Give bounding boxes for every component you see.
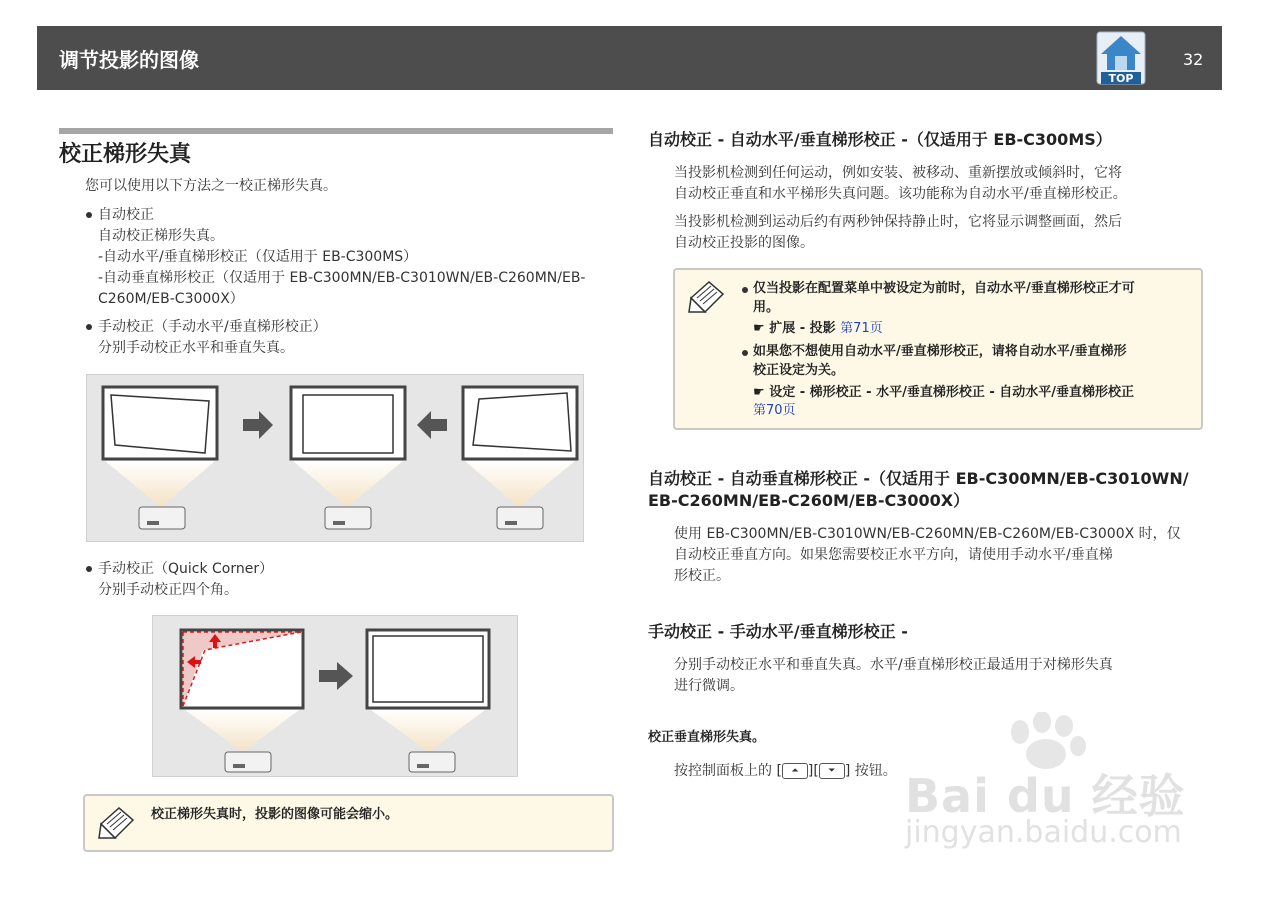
pointing-hand-icon: ☛ — [753, 385, 770, 400]
watermark-url: jingyan.baidu.com — [905, 815, 1182, 850]
s2-title-b: EB-C260MN/EB-C260M/EB-C3000X） — [648, 491, 970, 510]
watermark-brand: Bai du 经验 — [905, 769, 1186, 823]
page-header — [37, 26, 1222, 90]
top-home-icon — [1095, 30, 1147, 86]
s1-p2b: 自动校正投影的图像。 — [674, 235, 814, 251]
bullet2-title: 手动校正（手动水平/垂直梯形校正） — [98, 319, 327, 335]
note-b2a: 如果您不想使用自动水平/垂直梯形校正，请将自动水平/垂直梯形 — [753, 344, 1127, 359]
top-label: TOP — [1108, 72, 1134, 85]
note-ref1: ☛ 扩展 - 投影 第71页 — [753, 321, 883, 336]
note-b1a: 仅当投影在配置菜单中被设定为前时，自动水平/垂直梯形校正才可 — [753, 281, 1135, 296]
note-left-text: 校正梯形失真时，投影的图像可能会缩小。 — [151, 807, 399, 822]
note-box-left — [83, 794, 614, 852]
quick-corner-figure — [152, 615, 518, 777]
s3-p1b: 进行微调。 — [674, 678, 744, 694]
bullet1-line2: -自动水平/垂直梯形校正（仅适用于 EB-C300MS） — [98, 249, 418, 265]
s1-title: 自动校正 - 自动水平/垂直梯形校正 -（仅适用于 EB-C300MS） — [648, 130, 1112, 149]
bullet-dot — [86, 324, 92, 330]
bullet-dot — [86, 212, 92, 218]
bullet3-title: 手动校正（Quick Corner） — [98, 561, 274, 577]
section-rule — [59, 128, 613, 134]
ref1-link[interactable]: 第71页 — [840, 321, 883, 336]
s3-p1a: 分别手动校正水平和垂直失真。水平/垂直梯形校正最适用于对梯形失真 — [674, 657, 1113, 673]
quick-corner-illustration — [153, 616, 519, 778]
bullet-dot — [742, 350, 748, 356]
s4-title: 校正垂直梯形失真。 — [648, 730, 766, 745]
note-b1b: 用。 — [753, 300, 780, 315]
ref2-link[interactable]: 第70页 — [753, 403, 796, 418]
s3-title: 手动校正 - 手动水平/垂直梯形校正 - — [648, 622, 908, 641]
page-number: 32 — [1183, 50, 1204, 69]
note-box-right — [673, 268, 1203, 430]
s1-p1a: 当投影机检测到任何运动，例如安装、被移动、重新摆放或倾斜时，它将 — [674, 165, 1122, 181]
pointing-hand-icon: ☛ — [753, 321, 770, 336]
chapter-title: 调节投影的图像 — [59, 48, 199, 72]
note-ref2: ☛ 设定 - 梯形校正 - 水平/垂直梯形校正 - 自动水平/垂直梯形校正 — [753, 385, 1135, 400]
s2-p1b: 自动校正垂直方向。如果您需要校正水平方向，请使用手动水平/垂直梯 — [674, 547, 1113, 563]
s4-p1: 按控制面板上的 [ ⏶ ][ ⏷ ] 按钮。 — [674, 763, 897, 779]
keystone-figure — [86, 374, 584, 542]
intro-text: 您可以使用以下方法之一校正梯形失真。 — [85, 178, 337, 194]
bullet1-line3: -自动垂直梯形校正（仅适用于 EB-C300MN/EB-C3010WN/EB-C260MN/EB- — [98, 270, 586, 286]
bullet-dot — [742, 287, 748, 293]
bullet1-title: 自动校正 — [98, 207, 154, 223]
s2-p1a: 使用 EB-C300MN/EB-C3010WN/EB-C260MN/EB-C260M/EB-C3000X 时，仅 — [674, 526, 1181, 542]
s1-p2a: 当投影机检测到运动后约有两秒钟保持静止时，它将显示调整画面，然后 — [674, 214, 1122, 230]
keystone-illustration — [87, 375, 585, 543]
bullet3-line1: 分别手动校正四个角。 — [98, 582, 238, 598]
s1-p1b: 自动校正垂直和水平梯形失真问题。该功能称为自动水平/垂直梯形校正。 — [674, 186, 1127, 202]
s2-title-a: 自动校正 - 自动垂直梯形校正 -（仅适用于 EB-C300MN/EB-C3010WN/ — [648, 469, 1189, 488]
keystone-down-key-icon: ⏷ — [819, 763, 845, 779]
note-pencil-icon — [687, 278, 727, 316]
keystone-up-key-icon: ⏶ — [782, 763, 808, 779]
bullet-dot — [86, 566, 92, 572]
section-title: 校正梯形失真 — [59, 142, 192, 167]
bullet2-line1: 分别手动校正水平和垂直失真。 — [98, 340, 294, 356]
note-pencil-icon — [97, 804, 137, 842]
top-button[interactable] — [1095, 30, 1147, 86]
note-b2b: 校正设定为关。 — [753, 363, 845, 378]
bullet1-line1: 自动校正梯形失真。 — [98, 228, 224, 244]
s2-p1c: 形校正。 — [674, 568, 730, 584]
bullet1-line4: C260M/EB-C3000X） — [98, 291, 244, 307]
